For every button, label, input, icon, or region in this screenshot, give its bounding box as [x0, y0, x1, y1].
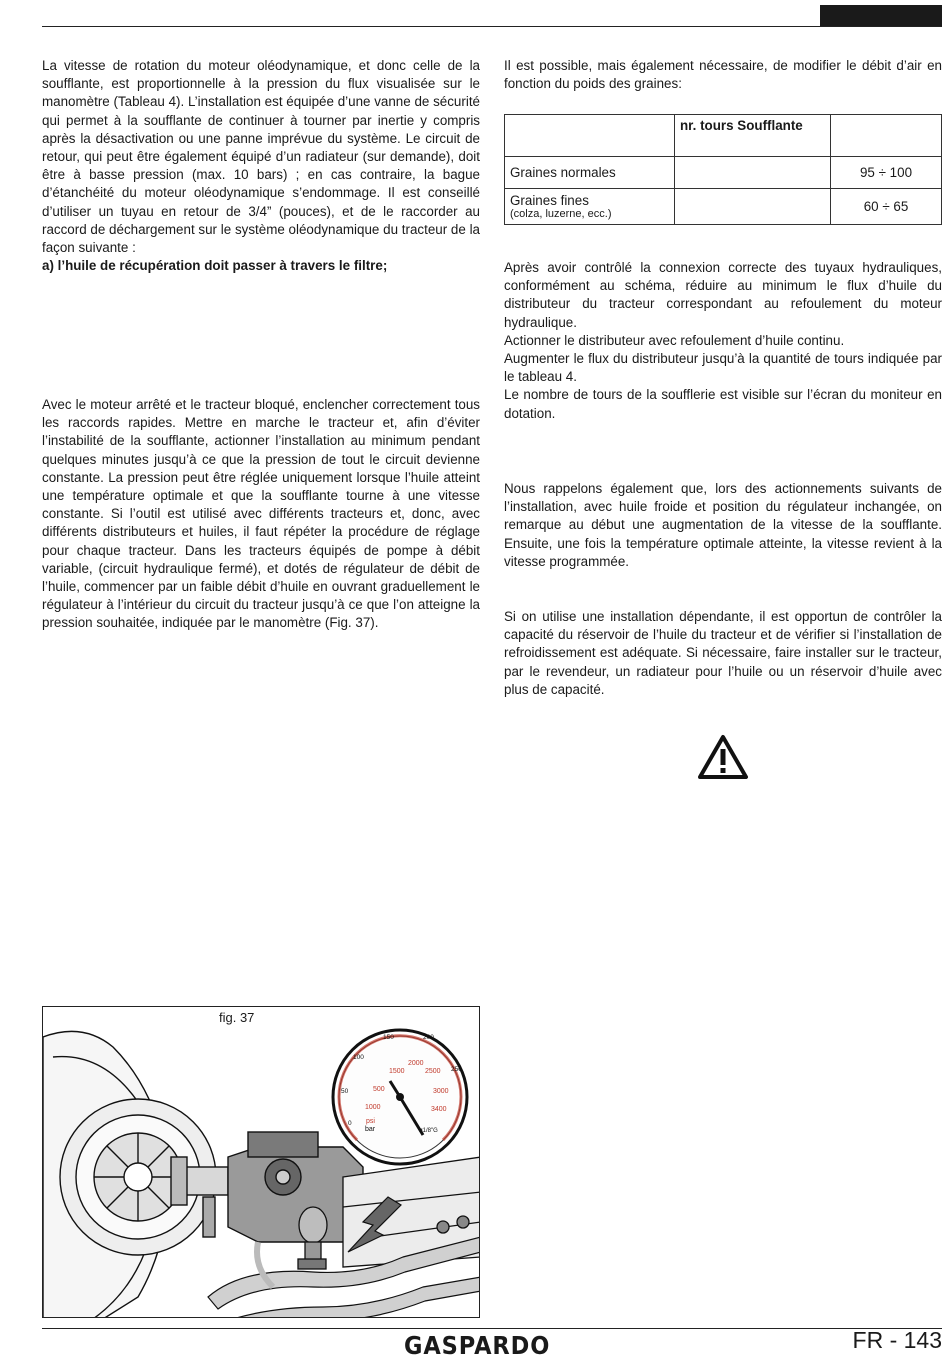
table-cell-middle [675, 189, 831, 225]
row-label: Graines fines [510, 193, 589, 208]
table-header-row [505, 115, 942, 157]
warning-triangle-icon [697, 734, 749, 780]
gauge-psi-tick: 3000 [433, 1088, 449, 1095]
gauge-unit-bar: bar [365, 1126, 376, 1133]
right-paragraph-4-text: Si on utilise une installation dépendante, il est opportun de contrôler la capacité du réservoir de l’huile du tracteur et de vérifier si l’installation de refroidissement est adéquate. Si nécessaire, faire installer sur le tracteur, par le revendeur, un radiateur pour l’huile ou un réservoir d’huile avec plus de capacité. [504, 609, 942, 697]
table-header-cell [831, 115, 942, 157]
gauge-bar-tick: 250 [451, 1066, 462, 1073]
right-paragraph-1 [504, 57, 942, 93]
right-paragraph-2-line: Actionner le distributeur avec refoulement d’huile continu. [504, 332, 845, 348]
table-cell-label [505, 189, 675, 225]
left-paragraph-1 [42, 57, 480, 275]
gauge-psi-tick: 1000 [365, 1104, 381, 1111]
table-row [505, 157, 942, 189]
list-item-a: a) l’huile de récupération doit passer à travers le filtre; [42, 258, 388, 274]
header-rule [42, 26, 942, 27]
footer-rule [42, 1328, 942, 1329]
right-paragraph-2-line: Le nombre de tours de la soufflerie est visible sur l’écran du moniteur en dotation. [504, 387, 942, 421]
seed-table [504, 114, 942, 225]
figure-37 [42, 1006, 480, 1318]
right-paragraph-3-text: Nous rappelons également que, lors des actionnements suivants de l’installation, avec huile froide et position du régulateur inchangée, on remarque au début une augmentation de la vitesse de la soufflante. Ensuite, une fois la température optimale atteinte, la vitesse revient à la vitesse programmée. [504, 481, 942, 569]
brand-logo: GASPARDO [404, 1331, 551, 1360]
right-paragraph-2-line: Après avoir contrôlé la connexion correcte des tuyaux hydrauliques, conformément au schéma, réduire au minimum le flux d’huile du distributeur du tracteur correspondant au refoulement du moteur hydraulique. [504, 260, 942, 330]
table-cell-middle [675, 157, 831, 189]
right-paragraph-4 [504, 608, 942, 699]
figure-label: fig. 37 [219, 1010, 255, 1025]
table-header-cell: nr. tours Soufflante [675, 115, 831, 157]
figure-37-illustration [43, 1007, 480, 1318]
gauge-psi-tick: 500 [373, 1086, 385, 1093]
header-tab [820, 5, 942, 27]
gauge-psi-tick: 3400 [431, 1106, 447, 1113]
gauge-psi-tick: 2000 [408, 1060, 424, 1067]
gauge-bar-tick: 200 [423, 1034, 434, 1041]
table-cell-value: 60 ÷ 65 [831, 189, 942, 225]
gauge-bar-tick: 0 [348, 1120, 352, 1127]
gauge-unit-psi: psi [366, 1118, 375, 1125]
gauge-bar-tick: 100 [353, 1054, 364, 1061]
table-row [505, 189, 942, 225]
left-paragraph-2 [42, 396, 480, 633]
right-paragraph-1-text: Il est possible, mais également nécessaire, de modifier le débit d’air en fonction du poids des graines: [504, 58, 942, 92]
gauge-bar-tick: 150 [383, 1034, 394, 1041]
row-sublabel: (colza, luzerne, ecc.) [510, 208, 612, 220]
table-header-cell [505, 115, 675, 157]
left-paragraph-2-text: Avec le moteur arrêté et le tracteur bloqué, enclencher correctement tous les raccords rapides. Mettre en marche le tracteur et, afin d’éviter l’instabilité de la soufflante, actionner l’installation au minimum pendant quelques minutes jusqu’à ce que la pression de tout le circuit devienne constante. La pression peut être réglée uniquement lorsque l’huile atteint une température optimale et que la soufflante tourne à une vitesse constante. Si l’outil est utilisé avec différents tracteurs et, donc, avec différents distributeurs et huiles, il faut répéter la procédure de réglage pour chaque tracteur. Dans les tracteurs équipés de pompe à débit variable, (circuit hydraulique fermé), et dotés de régulateur de débit de l’huile, commencer par un faible débit d’huile en ouvrant graduellement le régulateur à l’intérieur du circuit du tracteur jusqu’à ce que l’on atteigne la pression souhaitée, indiquée par le manomètre (Fig. 37). [42, 397, 480, 631]
right-paragraph-2-line: Augmenter le flux du distributeur jusqu’à la quantité de tours indiquée par le tableau 4. [504, 351, 942, 385]
gauge-bar-tick: 50 [341, 1088, 349, 1095]
left-paragraph-1-text: La vitesse de rotation du moteur oléodynamique, et donc celle de la soufflante, est proportionnelle à la pression du flux visualisée sur le manomètre (Tableau 4). L’installation est équipée d’une vanne de sécurité qui permet à la soufflante de continuer à tourner par inertie y compris après la désactivation ou une panne imprévue du système. Le circuit de retour, qui peut être également équipé d’un radiateur (sur demande), doit être à basse pression (max. 10 bars) ; en cas contraire, la bague d’étanchéité du moteur oléodynamique s’endommage. Il est conseillé d’utiliser un tuyau en retour de 3/4” (pouces), et de le raccorder au raccord de déchargement sur le système oléodynamique du tracteur de la façon suivante : [42, 58, 480, 256]
table-cell-value: 95 ÷ 100 [831, 157, 942, 189]
right-paragraph-2 [504, 259, 942, 423]
page-number: FR - 143 [852, 1327, 942, 1353]
table-cell-label [505, 157, 675, 189]
right-paragraph-3 [504, 480, 942, 571]
gauge-psi-tick: 1500 [389, 1068, 405, 1075]
gauge-psi-tick: 2500 [425, 1068, 441, 1075]
row-label: Graines normales [510, 165, 616, 180]
gauge-code: ø1/8"G [419, 1128, 438, 1134]
